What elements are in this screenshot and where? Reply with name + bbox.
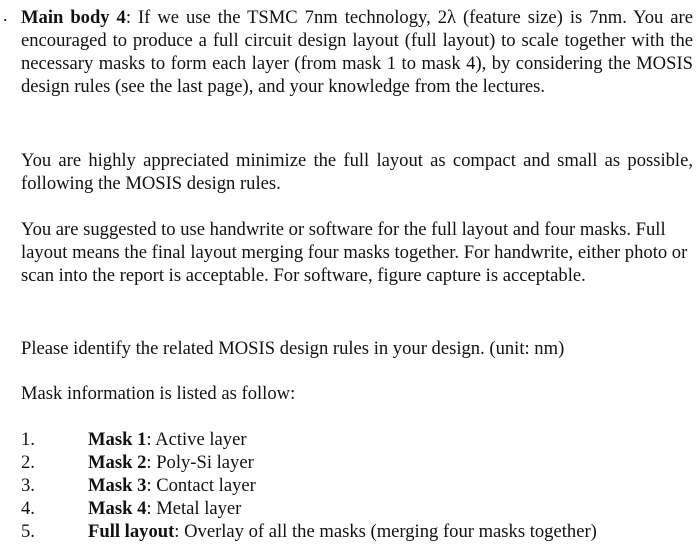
mask-name: Mask 1 bbox=[88, 429, 147, 450]
bullet-marker: . bbox=[3, 5, 8, 25]
suggestion-paragraph: You are suggested to use handwrite or software for the full layout and four masks. Full layout means the final layout merging four masks together. For handwrite, either photo or scan into the report is acceptable. For software, figure capture is acceptable. bbox=[21, 219, 688, 286]
mask-name: Mask 2 bbox=[88, 452, 147, 473]
list-number: 3. bbox=[21, 475, 35, 496]
mask-list-item bbox=[21, 451, 693, 474]
mask-description: : Poly-Si layer bbox=[146, 452, 254, 473]
intro-paragraph bbox=[21, 6, 693, 98]
mask-name: Mask 3 bbox=[88, 475, 147, 496]
list-text bbox=[88, 497, 241, 520]
mask-list-item bbox=[21, 428, 693, 451]
mask-list bbox=[21, 428, 693, 543]
mask-description: : Metal layer bbox=[146, 498, 242, 519]
intro-text: : If we use the TSMC 7nm technology, 2λ (feature size) is 7nm. You are encouraged to produce a full circuit design layout (full layout) to scale together with the necessary masks to form each layer (from mask 1 to mask 4), by considering the MOSIS design rules (see the last page), and your knowledge from the lectures. bbox=[21, 7, 693, 97]
mask-description: : Contact layer bbox=[146, 475, 256, 496]
mask-description: : Overlay of all the masks (merging four masks together) bbox=[174, 521, 597, 542]
mask-name: Full layout bbox=[88, 521, 175, 542]
mask-description: : Active layer bbox=[146, 429, 247, 450]
list-number: 1. bbox=[21, 429, 35, 450]
list-number: 5. bbox=[21, 521, 35, 542]
mask-list-item bbox=[21, 474, 693, 497]
list-text bbox=[88, 451, 254, 474]
mask-list-item bbox=[21, 520, 693, 543]
compact-paragraph: You are highly appreciated minimize the full layout as compact and small as possible, following the MOSIS design rules. bbox=[21, 150, 693, 194]
mask-info-paragraph: Mask information is listed as follow: bbox=[21, 383, 296, 404]
identify-rules-paragraph: Please identify the related MOSIS design rules in your design. (unit: nm) bbox=[21, 338, 565, 359]
list-number: 2. bbox=[21, 452, 35, 473]
list-text bbox=[88, 520, 597, 543]
list-text bbox=[88, 474, 256, 497]
list-text bbox=[88, 428, 247, 451]
mask-list-item bbox=[21, 497, 693, 520]
main-body-heading: Main body 4 bbox=[21, 7, 126, 28]
list-number: 4. bbox=[21, 498, 35, 519]
mask-name: Mask 4 bbox=[88, 498, 147, 519]
